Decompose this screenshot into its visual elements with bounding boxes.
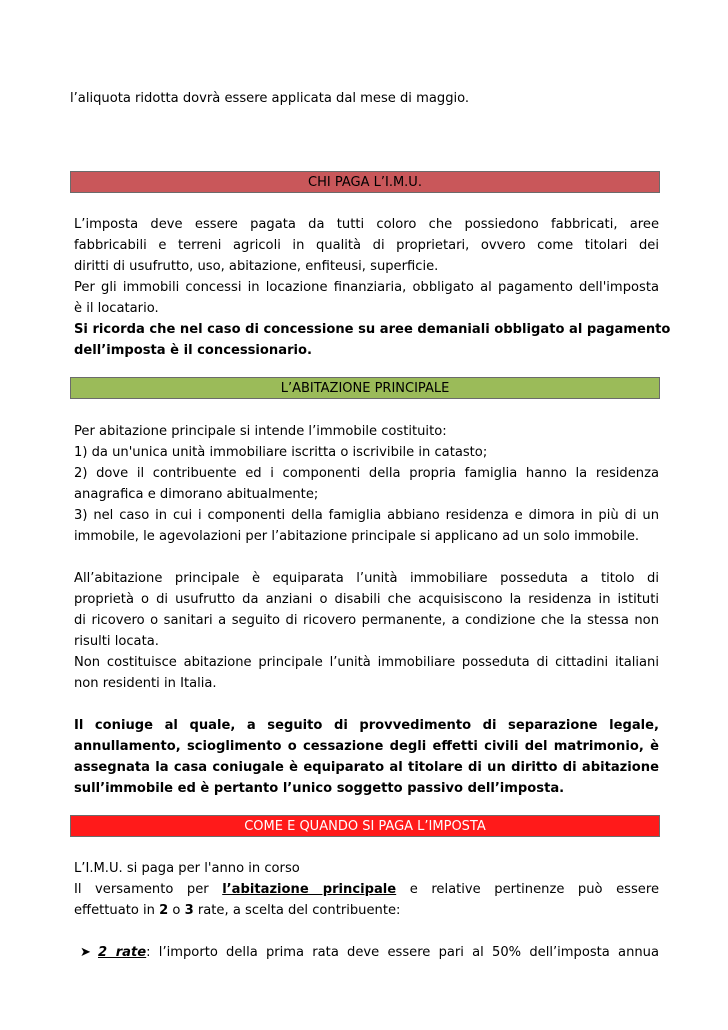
text-run: effettuato in (74, 903, 160, 918)
paragraph-line: sull’immobile ed è pertanto l’unico soggetto passivo dell’imposta. (74, 781, 565, 796)
text-run: o (168, 903, 185, 918)
paragraph-line: di ricovero o sanitari a seguito di ricovero permanente, a condizione che la stessa non (74, 613, 659, 628)
text-run: e relative pertinenze può essere (396, 882, 659, 897)
paragraph-line: Per gli immobili concessi in locazione finanziaria, obbligato al pagamento dell'imposta (74, 280, 659, 295)
arrow-bullet-icon: ➤ (80, 945, 91, 960)
section-title: COME E QUANDO SI PAGA L’IMPOSTA (244, 819, 486, 834)
paragraph-line: Si ricorda che nel caso di concessione su aree demaniali obbligato al pagamento (74, 322, 671, 337)
paragraph-line: Il coniuge al quale, a seguito di provvedimento di separazione legale, (74, 718, 659, 733)
paragraph-line: risulti locata. (74, 634, 159, 649)
paragraph-line (98, 943, 659, 963)
paragraph-line: assegnata la casa coniugale è equiparato al titolare di un diritto di abitazione (74, 760, 659, 775)
text-run: rate, a scelta del contribuente: (193, 903, 401, 918)
paragraph-line: fabbricabili e terreni agricoli in qualità di proprietari, ovvero come titolari dei (74, 238, 659, 253)
text-run-emphasis: 2 (159, 903, 169, 918)
paragraph-line (74, 880, 659, 900)
text-run: Il versamento per (74, 882, 223, 897)
paragraph-line: annullamento, scioglimento o cessazione degli effetti civili del matrimonio, è (74, 739, 659, 754)
paragraph-line: 1) da un'unica unità immobiliare iscritta o iscrivibile in catasto; (74, 445, 488, 460)
intro-text: l’aliquota ridotta dovrà essere applicata dal mese di maggio. (70, 91, 470, 106)
section-header-come-quando (70, 815, 660, 837)
bullet-term: 2 rate (98, 945, 147, 960)
paragraph-line: L’imposta deve essere pagata da tutti coloro che possiedono fabbricati, aree (74, 217, 659, 232)
paragraph-line: Per abitazione principale si intende l’immobile costituito: (74, 424, 447, 439)
paragraph-line: All’abitazione principale è equiparata l’unità immobiliare posseduta a titolo di (74, 571, 659, 586)
text-run-emphasis: 3 (184, 903, 194, 918)
paragraph-line: anagrafica e dimorano abitualmente; (74, 487, 319, 502)
section-header-chi-paga (70, 171, 660, 193)
paragraph-line: proprietà o di usufrutto da anziani o disabili che acquisiscono la residenza in istituti (74, 592, 659, 607)
section-title: CHI PAGA L’I.M.U. (308, 175, 422, 190)
paragraph-line: L’I.M.U. si paga per l'anno in corso (74, 861, 300, 876)
section-header-abitazione (70, 377, 660, 399)
text-run-emphasis: l’abitazione principale (222, 882, 397, 897)
paragraph-line: è il locatario. (74, 301, 159, 316)
section-title: L’ABITAZIONE PRINCIPALE (280, 381, 450, 396)
paragraph-line: diritti di usufrutto, uso, abitazione, enfiteusi, superficie. (74, 259, 439, 274)
paragraph-line: immobile, le agevolazioni per l’abitazione principale si applicano ad un solo immobile. (74, 529, 640, 544)
paragraph-line (74, 901, 659, 921)
paragraph-line: non residenti in Italia. (74, 676, 217, 691)
paragraph-line: dell’imposta è il concessionario. (74, 343, 312, 358)
text-run: : l’importo della prima rata deve essere pari al 50% dell’imposta annua (146, 945, 659, 960)
paragraph-line: 2) dove il contribuente ed i componenti della propria famiglia hanno la residenza (74, 466, 659, 481)
paragraph-line: Non costituisce abitazione principale l’unità immobiliare posseduta di cittadini italiani (74, 655, 659, 670)
paragraph-line: 3) nel caso in cui i componenti della famiglia abbiano residenza e dimora in più di un (74, 508, 659, 523)
